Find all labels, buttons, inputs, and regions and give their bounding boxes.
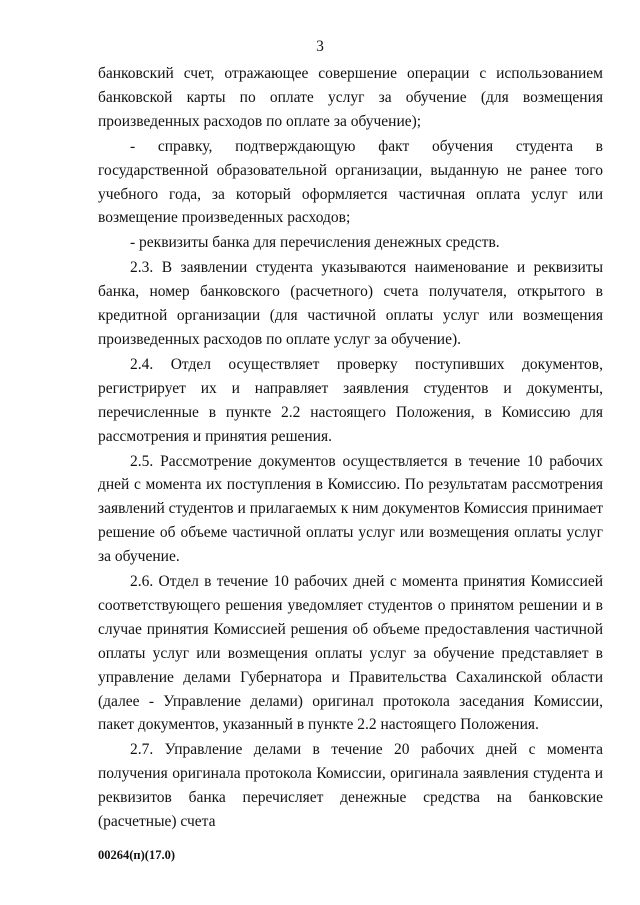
paragraph-2-3: 2.3. В заявлении студента указываются наименование и реквизиты банка, номер банковского (расчетного) счета получателя, открытого в кредитной организации (для частичной оплаты услуг или возмещения произведенных расходов по оплате услуг за обучение). bbox=[98, 259, 603, 348]
paragraph-continuation: банковский счет, отражающее совершение операции с использованием банковской карты по оплате услуг за обучение (для возмещения произведенных расходов по оплате за обучение); bbox=[98, 65, 603, 130]
paragraph-bank-details-item: - реквизиты банка для перечисления денежных средств. bbox=[130, 234, 500, 252]
paragraph-2-6: 2.6. Отдел в течение 10 рабочих дней с момента принятия Комиссией соответствующего решения уведомляет студентов о принятом решении и в случае принятия Комиссией решения об объеме предоставления частичной оплаты услуг или возмещения оплаты услуг за обучение представляет в управление делами Губернатора и Правительства Сахалинской области (далее - Управление делами) оригинал протокола заседания Комиссии, пакет документов, указанный в пункте 2.2 настоящего Положения. bbox=[98, 573, 603, 734]
paragraph-2-4: 2.4. Отдел осуществляет проверку поступивших документов, регистрирует их и направляет заявления студентов и документы, перечисленные в пункте 2.2 настоящего Положения, в Комиссию для рассмотрения и принятия решения. bbox=[98, 355, 603, 445]
paragraph-certificate-item: - справку, подтверждающую факт обучения студента в государственной образовательной организации, выданную не ранее того учебного года, за который оформляется частичная оплата услуг или возмещение произведенных расходов; bbox=[98, 137, 603, 227]
document-body bbox=[98, 62, 603, 834]
page-number: 3 bbox=[316, 38, 324, 55]
document-code: 00264(п)(17.0) bbox=[98, 848, 175, 862]
paragraph-2-5: 2.5. Рассмотрение документов осуществляется в течение 10 рабочих дней с момента их поступления в Комиссию. По результатам рассмотрения заявлений студентов и прилагаемых к ним документов Комиссия принимает решение об объеме частичной оплаты услуг или возмещения оплаты услуг за обучение. bbox=[98, 452, 603, 566]
paragraph-2-7: 2.7. Управление делами в течение 20 рабочих дней с момента получения оригинала протокола Комиссии, оригинала заявления студента и реквизитов банка перечисляет денежные средства на банковские (расчетные) счета bbox=[98, 741, 603, 831]
